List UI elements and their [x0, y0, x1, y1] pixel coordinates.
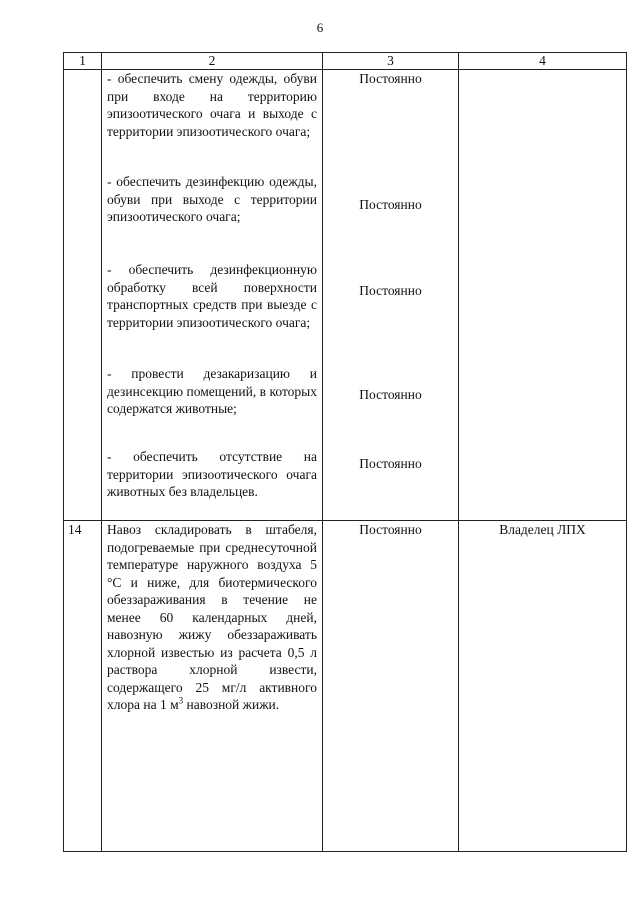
header-col-1: 1	[64, 53, 102, 70]
table-row	[64, 521, 627, 852]
row-number: 14	[64, 521, 102, 852]
measure-item: - обеспечить смену одежды, обуви при входе на территорию эпизоотического очага и выходе с территории эпизоотического очага;	[107, 71, 317, 139]
status-text: Постоянно	[359, 197, 422, 212]
status-text: Постоянно	[359, 71, 422, 86]
responsible-cell	[459, 70, 627, 521]
row-number	[64, 70, 102, 521]
measure-item: - обеспечить отсутствие на территории эпизоотического очага животных без владельцев.	[107, 449, 317, 499]
page-number: 6	[316, 20, 324, 35]
measures-cell	[102, 70, 323, 521]
measures-table	[63, 52, 627, 852]
responsible-cell	[459, 521, 627, 852]
measure-item: - обеспечить дезинфекционную обработку всей поверхности транспортных средств при выезде с территории эпизоотического очага;	[107, 262, 317, 330]
status-cell	[323, 70, 459, 521]
responsible-text: Владелец ЛПХ	[499, 522, 586, 537]
measure-item: - обеспечить дезинфекцию одежды, обуви при выходе с территории эпизоотического очага;	[107, 174, 317, 224]
status-text: Постоянно	[359, 387, 422, 402]
measure-item	[107, 521, 317, 714]
header-col-2: 2	[102, 53, 323, 70]
measure-text-end: навозной жижи.	[183, 697, 280, 712]
table-row	[64, 70, 627, 521]
measures-cell	[102, 521, 323, 852]
status-cell	[323, 521, 459, 852]
status-text: Постоянно	[359, 522, 422, 537]
measure-item: - провести дезакаризацию и дезинсекцию помещений, в которых содержатся животные;	[107, 366, 317, 416]
table-header-row	[64, 53, 627, 70]
header-col-3: 3	[323, 53, 459, 70]
header-col-4: 4	[459, 53, 627, 70]
measure-text: Навоз складировать в штабеля, подогреваемые при среднесуточной температуре наружного воздуха 5 °С и ниже, для биотермического обеззараживания в течение не менее 60 календарных дней, навозную жижу обеззараживать хлорной известью из расчета 0,5 л раствора хлорной извести, содержащего 25 мг/л активного хлора на 1 м	[107, 522, 317, 712]
superscript-3: 3	[178, 695, 184, 706]
status-text: Постоянно	[359, 456, 422, 471]
status-text: Постоянно	[359, 283, 422, 298]
